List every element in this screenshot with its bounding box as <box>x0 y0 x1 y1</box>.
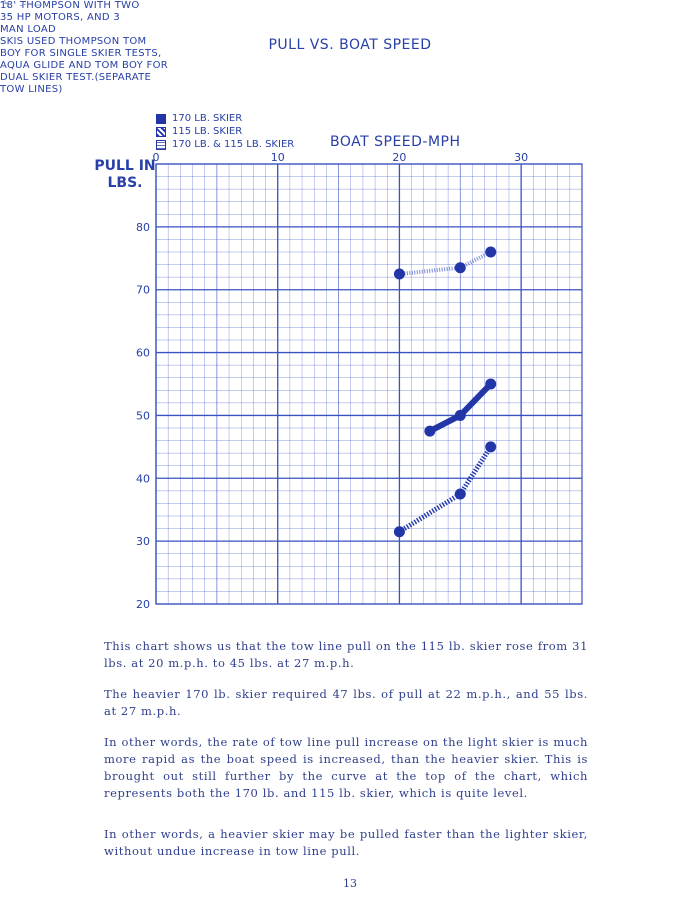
data-point <box>455 489 466 500</box>
plot-frame <box>156 164 582 604</box>
data-point <box>485 379 496 390</box>
y-tick-label: 80 <box>136 220 150 234</box>
data-point <box>455 262 466 273</box>
data-point <box>455 410 466 421</box>
setup-note-line: 18' THOMPSON WITH TWO <box>0 0 140 11</box>
series-line-hatched <box>399 447 490 532</box>
skis-note-line: SKIS USED THOMPSON TOM <box>0 36 147 47</box>
x-axis-label: BOAT SPEED-MPH <box>330 134 461 150</box>
setup-note-line: MAN LOAD <box>0 24 56 35</box>
data-point <box>424 426 435 437</box>
paragraph: In other words, a heavier skier may be pulled faster than the lighter skier, without undue increase in tow line pull. <box>104 827 588 858</box>
y-tick-label: 60 <box>136 346 150 360</box>
chart-title: PULL VS. BOAT SPEED <box>268 37 432 53</box>
paragraph: In other words, the rate of tow line pull increase on the light skier is much more rapid as the boat speed is increased, than the heavier skier. This is brought out still further by the curve at the top of the chart, which represents both the 170 lb. and 115 lb. skier, which is quite level. <box>104 735 588 800</box>
x-tick-label: 0 <box>152 151 160 164</box>
data-point <box>485 441 496 452</box>
series-line-dotted <box>399 252 490 274</box>
legend-label: 170 LB. & 115 LB. SKIER <box>172 139 295 150</box>
legend-label: 170 LB. SKIER <box>172 113 243 124</box>
y-tick-label: 70 <box>136 283 150 297</box>
x-tick-label: 20 <box>392 151 407 164</box>
data-point <box>394 269 405 280</box>
skis-note-line: TOW LINES) <box>0 84 63 95</box>
legend-label: 115 LB. SKIER <box>172 126 243 137</box>
y-tick-label: 50 <box>136 409 150 423</box>
setup-note-line: 35 HP MOTORS, AND 3 <box>0 12 121 23</box>
paragraph: This chart shows us that the tow line pull on the 115 lb. skier rose from 31 lbs. at 20 m.p.h. to 45 lbs. at 27 m.p.h. <box>104 639 588 670</box>
y-tick-label: 30 <box>136 535 150 549</box>
skis-note-line: BOY FOR SINGLE SKIER TESTS, <box>0 48 162 59</box>
y-tick-label: 40 <box>136 472 150 486</box>
x-tick-label: 10 <box>270 151 285 164</box>
x-tick-label: 30 <box>514 151 529 164</box>
data-point <box>485 247 496 258</box>
paragraph: The heavier 170 lb. skier required 47 lbs. of pull at 22 m.p.h., and 55 lbs. at 27 m.p.h. <box>104 687 588 718</box>
y-tick-label: 20 <box>136 598 150 611</box>
y-axis-label: PULL IN LBS. <box>94 158 156 191</box>
data-point <box>394 526 405 537</box>
page-number: 13 <box>343 877 357 890</box>
skis-note-line: AQUA GLIDE AND TOM BOY FOR <box>0 60 168 71</box>
skis-note-line: DUAL SKIER TEST.(SEPARATE <box>0 72 152 83</box>
